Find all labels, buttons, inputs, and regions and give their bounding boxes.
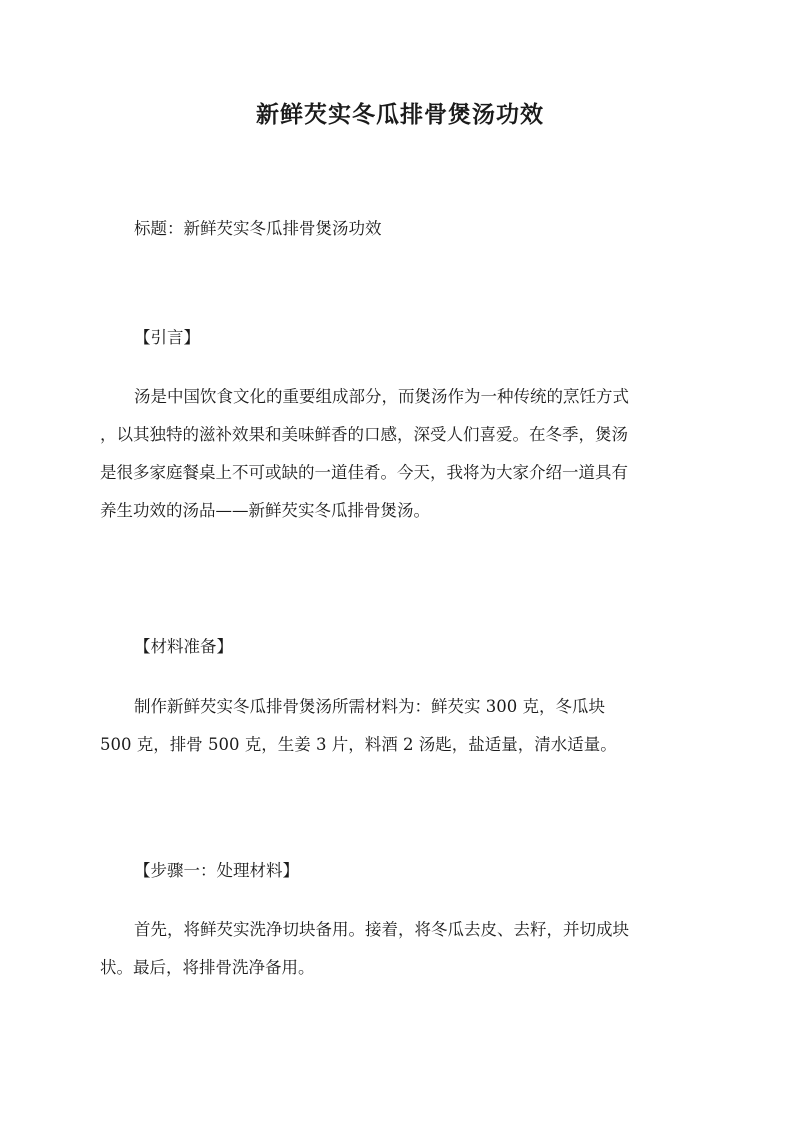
- document-title: 新鲜芡实冬瓜排骨煲汤功效: [256, 101, 544, 128]
- body-line: 养生功效的汤品——新鲜芡实冬瓜排骨煲汤。: [100, 501, 430, 520]
- section-body-intro: [100, 378, 700, 530]
- body-line: 状。最后，将排骨洗净备用。: [100, 958, 315, 977]
- subtitle-line: 标题：新鲜芡实冬瓜排骨煲汤功效: [134, 219, 382, 238]
- section-heading-materials: 【材料准备】: [134, 637, 233, 656]
- section-body-materials: [100, 688, 700, 764]
- body-line: 首先，将鲜芡实洗净切块备用。接着，将冬瓜去皮、去籽，并切成块: [134, 920, 629, 939]
- section-body-step-one: [100, 911, 700, 987]
- body-line: ，以其独特的滋补效果和美味鲜香的口感，深受人们喜爱。在冬季，煲汤: [100, 425, 628, 444]
- body-line: 汤是中国饮食文化的重要组成部分，而煲汤作为一种传统的烹饪方式: [134, 387, 629, 406]
- section-heading-step-one: 【步骤一：处理材料】: [134, 861, 299, 880]
- body-line: 制作新鲜芡实冬瓜排骨煲汤所需材料为：鲜芡实 300 克，冬瓜块: [134, 697, 605, 716]
- body-line: 500 克，排骨 500 克，生姜 3 片，料酒 2 汤匙，盐适量，清水适量。: [100, 735, 617, 754]
- body-line: 是很多家庭餐桌上不可或缺的一道佳肴。今天，我将为大家介绍一道具有: [100, 463, 628, 482]
- section-heading-intro: 【引言】: [134, 328, 200, 347]
